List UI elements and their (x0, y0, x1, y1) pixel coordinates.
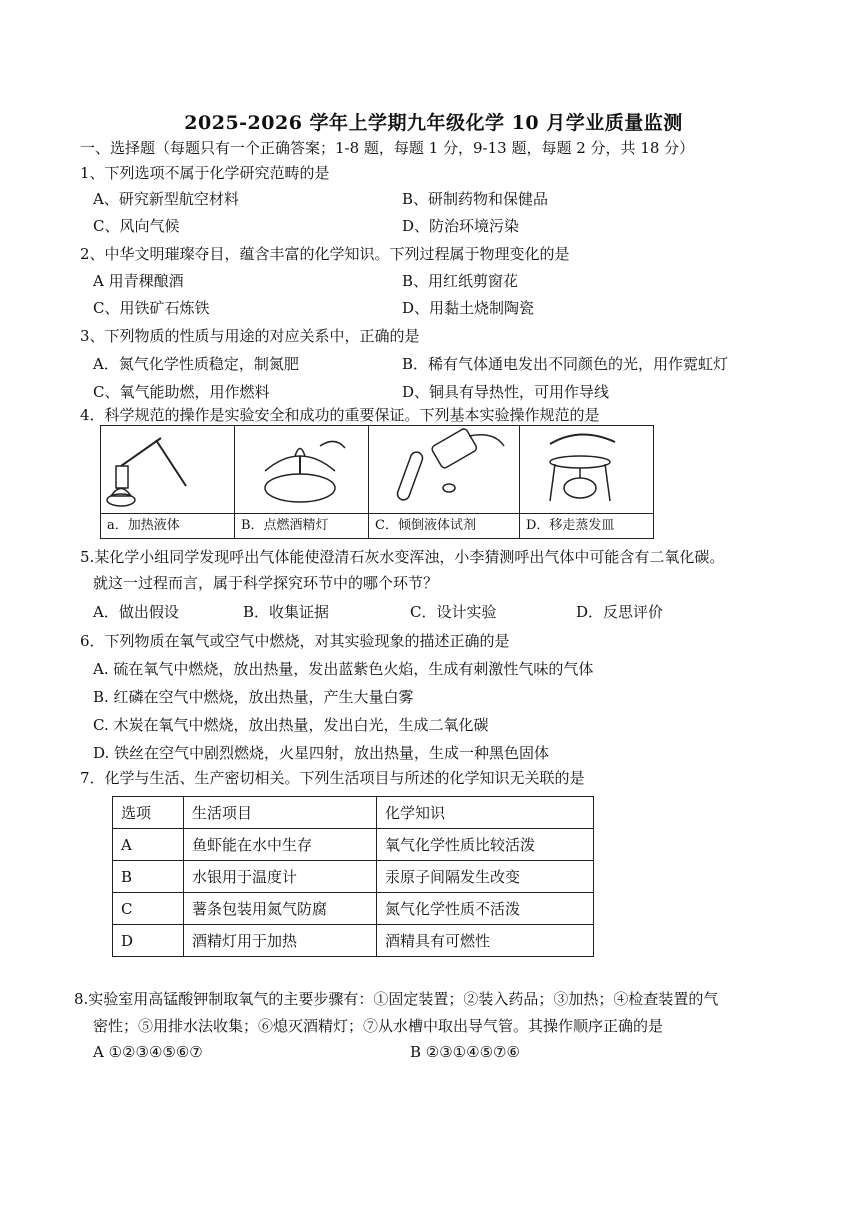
q6-option-d: D. 铁丝在空气中剧烈燃烧，火星四射，放出热量，生成一种黑色固体 (93, 744, 550, 762)
q3-option-c: C、氧气能助燃，用作燃料 (93, 383, 270, 401)
section-heading: 一、选择题（每题只有一个正确答案；1-8 题，每题 1 分，9-13 题，每题 2 分，共 18 分） (80, 139, 695, 157)
table-row (113, 829, 594, 861)
q2-stem: 2、中华文明璀璨夺目，蕴含丰富的化学知识。下列过程属于物理变化的是 (80, 245, 570, 263)
pouring-liquid-icon (369, 426, 519, 514)
q6-option-a: A. 硫在氧气中燃烧，放出热量，发出蓝紫色火焰，生成有刺激性气味的气体 (93, 660, 594, 678)
table-cell: D (113, 925, 184, 957)
table-row (113, 893, 594, 925)
q8-stem-line2: 密性；⑤用排水法收集；⑥熄灭酒精灯；⑦从水槽中取出导气管。其操作顺序正确的是 (93, 1017, 664, 1035)
table-cell: 氮气化学性质不活泼 (377, 893, 594, 925)
q8-stem-line1: 8.实验室用高锰酸钾制取氧气的主要步骤有：①固定装置；②装入药品；③加热；④检查装置的气 (74, 990, 719, 1008)
q2-option-d: D、用黏土烧制陶瓷 (402, 299, 535, 317)
q4-caption-d: D．移走蒸发皿 (520, 513, 653, 538)
q6-option-c: C. 木炭在氧气中燃烧，放出热量，发出白光，生成二氧化碳 (93, 716, 489, 734)
q3-stem: 3、下列物质的性质与用途的对应关系中，正确的是 (80, 327, 420, 345)
table-cell: 氧气化学性质比较活泼 (377, 829, 594, 861)
table-cell: 薯条包装用氮气防腐 (184, 893, 377, 925)
q5-stem-line2: 就这一过程而言，属于科学探究环节中的哪个环节？ (93, 574, 439, 592)
evaporating-dish-icon (520, 426, 653, 514)
q1-stem: 1、下列选项不属于化学研究范畴的是 (80, 164, 330, 182)
table-cell: 汞原子间隔发生改变 (377, 861, 594, 893)
q3-option-b: B．稀有气体通电发出不同颜色的光，用作霓虹灯 (402, 355, 729, 373)
table-header: 选项 (113, 797, 184, 829)
table-header: 化学知识 (377, 797, 594, 829)
table-cell: A (113, 829, 184, 861)
page-title: 2025-2026 学年上学期九年级化学 10 月学业质量监测 (184, 112, 683, 134)
q6-stem: 6．下列物质在氧气或空气中燃烧，对其实验现象的描述正确的是 (80, 632, 510, 650)
table-cell: B (113, 861, 184, 893)
q3-option-d: D、铜具有导热性，可用作导线 (402, 383, 610, 401)
q8-option-b: B ②③①④⑤⑦⑥ (410, 1043, 520, 1061)
table-cell: 水银用于温度计 (184, 861, 377, 893)
q5-option-c: C．设计实验 (410, 603, 497, 621)
table-row (113, 925, 594, 957)
q1-option-a: A、研究新型航空材料 (93, 190, 239, 208)
q8-option-a: A ①②③④⑤⑥⑦ (93, 1043, 203, 1061)
q4-caption-b: B．点燃酒精灯 (235, 513, 368, 538)
q3-option-a: A．氮气化学性质稳定，制氮肥 (93, 355, 299, 373)
q4-caption-a: a．加热液体 (101, 513, 234, 538)
q5-stem-line1: 5.某化学小组同学发现呼出气体能使澄清石灰水变浑浊，小李猜测呼出气体中可能含有二氧化碳。 (80, 548, 725, 566)
heating-liquid-icon (101, 426, 234, 514)
table-cell: 酒精具有可燃性 (377, 925, 594, 957)
table-header-row (113, 797, 594, 829)
q4-figure-c (369, 426, 520, 538)
q7-stem: 7．化学与生活、生产密切相关。下列生活项目与所述的化学知识无关联的是 (80, 769, 585, 787)
q4-caption-c: C．倾倒液体试剂 (369, 513, 519, 538)
q5-option-d: D．反思评价 (576, 603, 664, 621)
q5-option-b: B．收集证据 (243, 603, 330, 621)
q4-stem: 4．科学规范的操作是实验安全和成功的重要保证。下列基本实验操作规范的是 (80, 406, 600, 424)
q6-option-b: B. 红磷在空气中燃烧，放出热量，产生大量白雾 (93, 688, 414, 706)
table-cell: 鱼虾能在水中生存 (184, 829, 377, 861)
q1-option-b: B、研制药物和保健品 (402, 190, 549, 208)
q1-option-d: D、防治环境污染 (402, 217, 520, 235)
q2-option-a: A 用青稞酿酒 (93, 272, 184, 290)
q4-figure-b (235, 426, 369, 538)
q4-figure-d (520, 426, 653, 538)
q2-option-b: B、用红纸剪窗花 (402, 272, 519, 290)
table-row (113, 861, 594, 893)
q5-option-a: A．做出假设 (93, 603, 179, 621)
q1-option-c: C、风向气候 (93, 217, 180, 235)
q7-table (112, 796, 594, 957)
table-header: 生活项目 (184, 797, 377, 829)
table-cell: C (113, 893, 184, 925)
alcohol-lamp-icon (235, 426, 368, 514)
q2-option-c: C、用铁矿石炼铁 (93, 299, 210, 317)
q4-figure-table (100, 425, 654, 539)
q4-figure-a (101, 426, 235, 538)
table-cell: 酒精灯用于加热 (184, 925, 377, 957)
